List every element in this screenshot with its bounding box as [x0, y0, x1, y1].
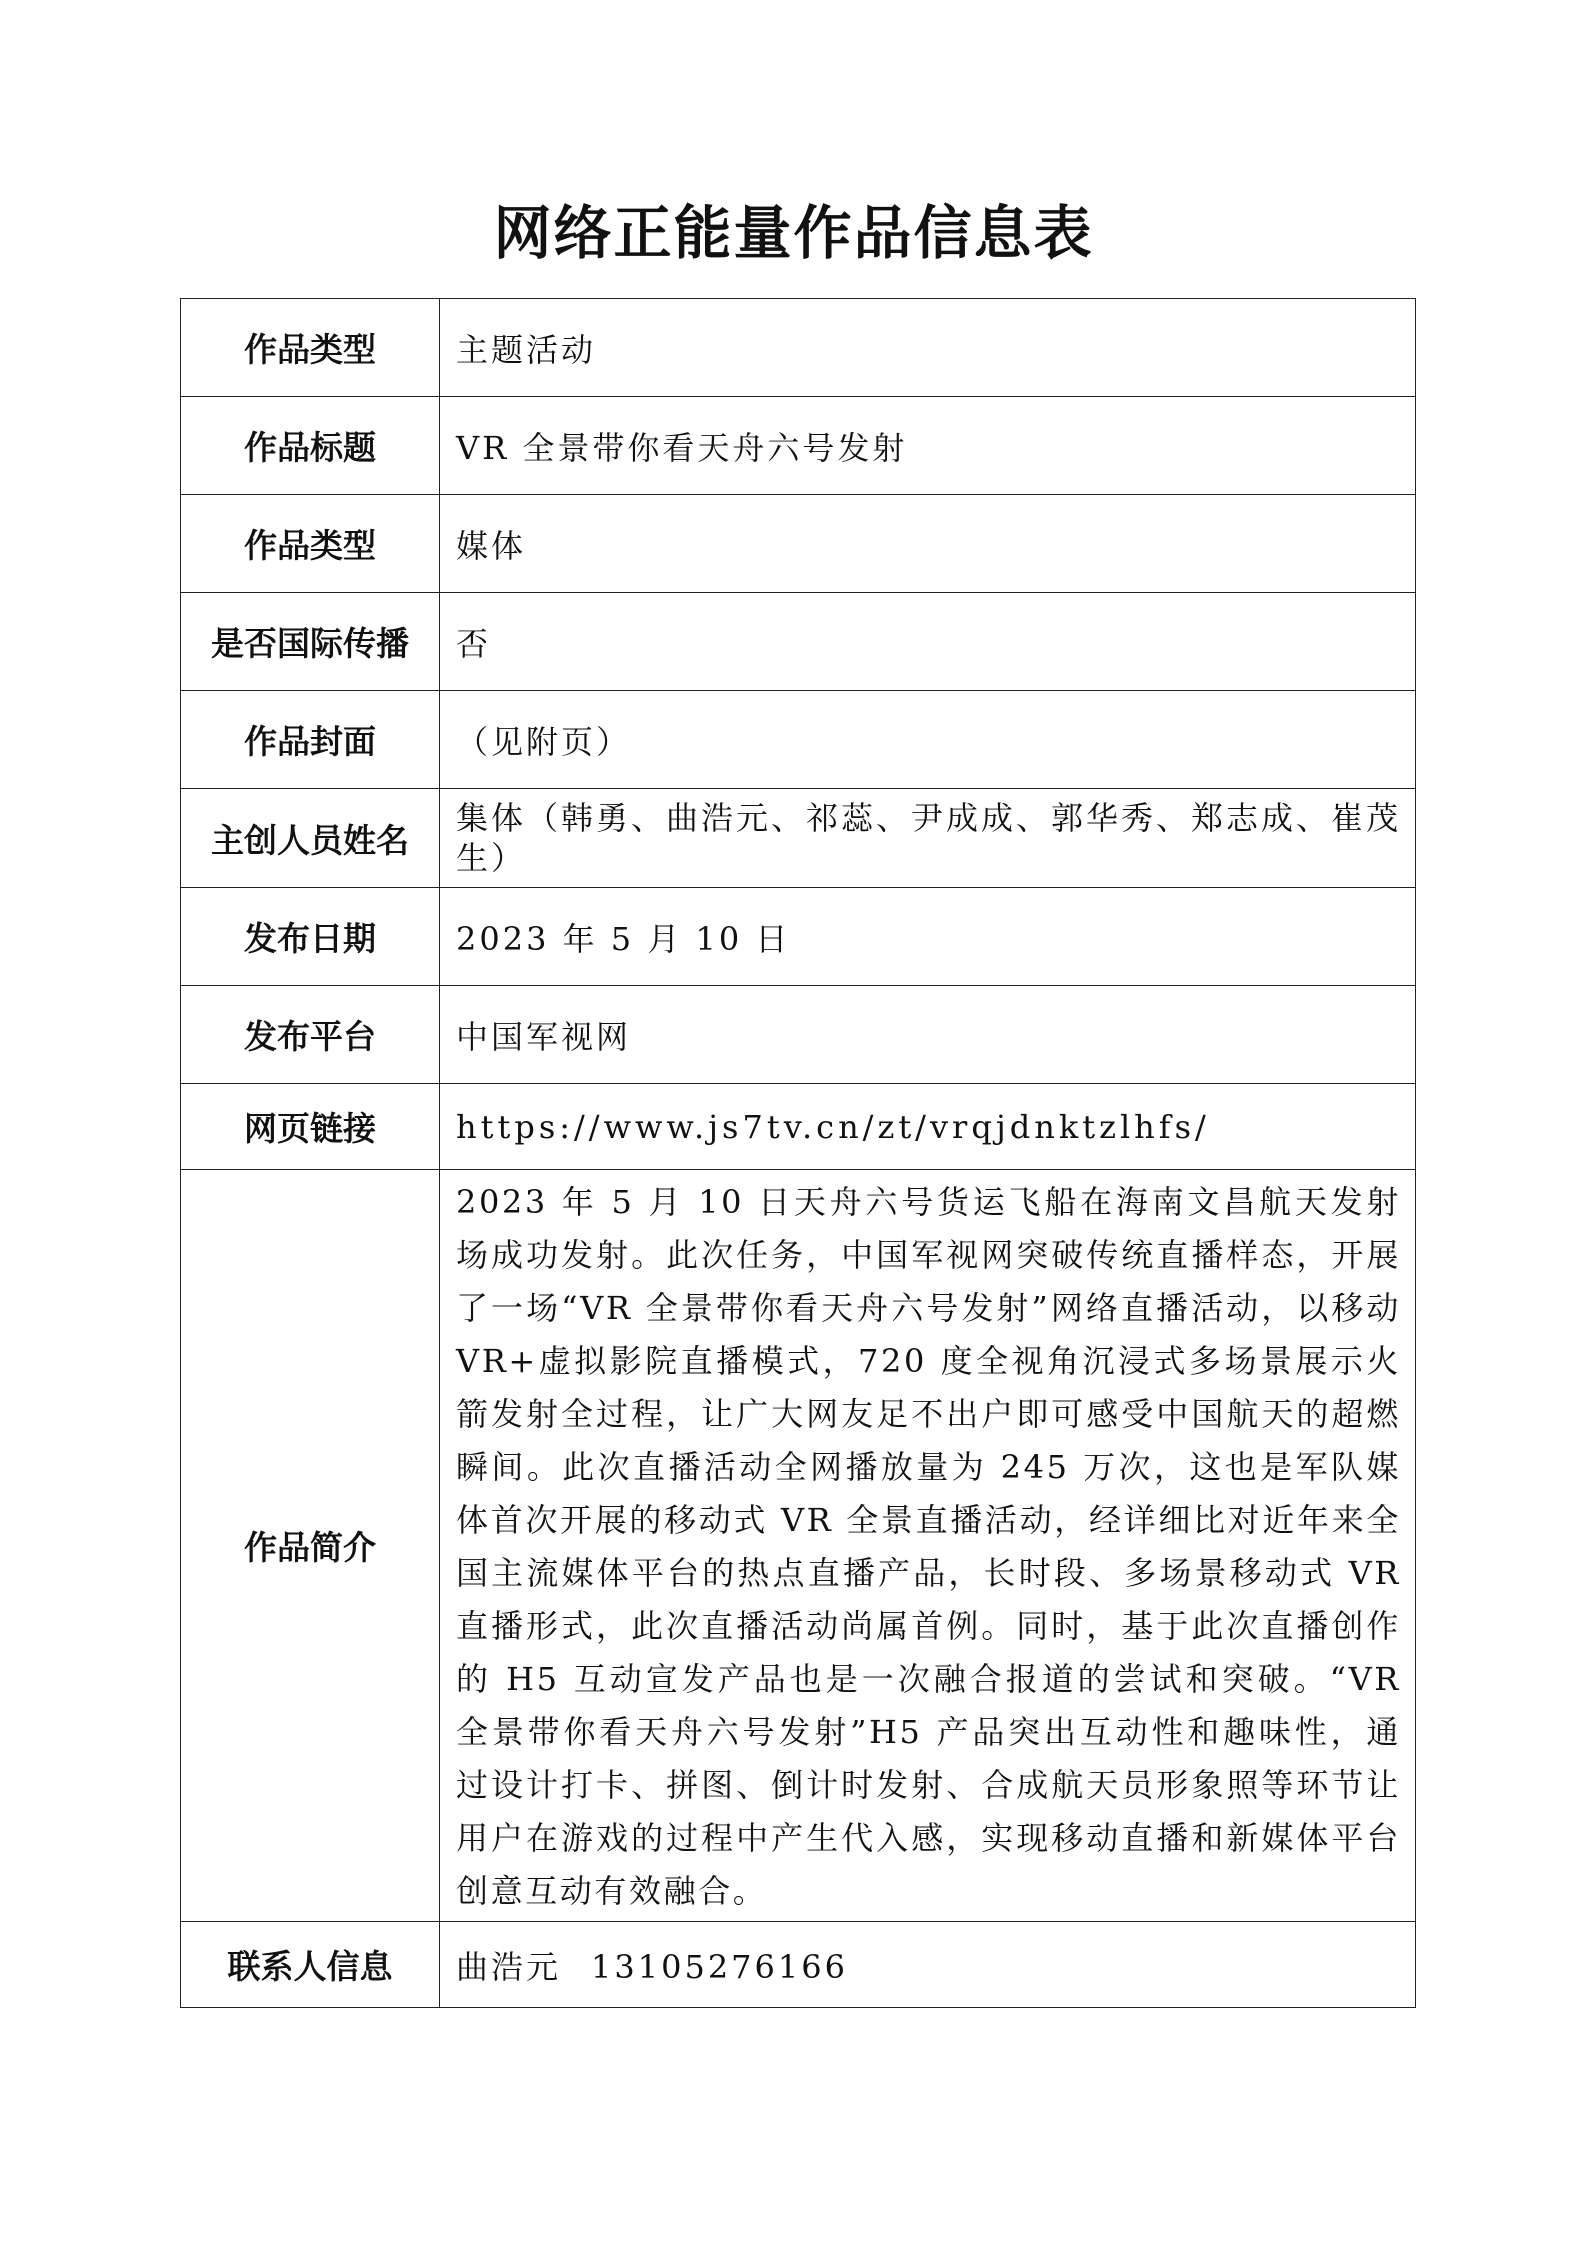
- row-label: 网页链接: [181, 1084, 440, 1170]
- table-row-description: [181, 1170, 1416, 1922]
- row-value: VR 全景带你看天舟六号发射: [440, 397, 1416, 495]
- row-value: 中国军视网: [440, 986, 1416, 1084]
- info-table: [180, 298, 1416, 2008]
- row-label: 发布平台: [181, 986, 440, 1084]
- row-label: 作品简介: [181, 1170, 440, 1922]
- row-label: 作品类型: [181, 299, 440, 397]
- table-row-work-type: [181, 299, 1416, 397]
- row-label: 发布日期: [181, 888, 440, 986]
- row-label: 是否国际传播: [181, 593, 440, 691]
- row-value: 媒体: [440, 495, 1416, 593]
- row-label: 作品类型: [181, 495, 440, 593]
- table-row-work-category: [181, 495, 1416, 593]
- row-value: 集体（韩勇、曲浩元、祁蕊、尹成成、郭华秀、郑志成、崔茂生）: [440, 789, 1416, 888]
- page-title: 网络正能量作品信息表: [493, 199, 1094, 267]
- webpage-link[interactable]: https://www.js7tv.cn/zt/vrqjdnktzlhfs/: [456, 1107, 1210, 1146]
- row-value: 2023 年 5 月 10 日: [440, 888, 1416, 986]
- row-label: 主创人员姓名: [181, 789, 440, 888]
- table-row-work-title: [181, 397, 1416, 495]
- table-row-cover: [181, 691, 1416, 789]
- row-label: 作品封面: [181, 691, 440, 789]
- table-row-link: [181, 1084, 1416, 1170]
- table-row-international: [181, 593, 1416, 691]
- description-text: 2023 年 5 月 10 日天舟六号货运飞船在海南文昌航天发射场成功发射。此次任务，中国军视网突破传统直播样态，开展了一场“VR 全景带你看天舟六号发射”网络直播活动，以移动 VR+虚拟影院直播模式，720 度全视角沉浸式多场景展示火箭发射全过程，让广大网友足不出户即可感受中国航天的超燃瞬间。此次直播活动全网播放量为 245 万次，这也是军队媒体首次开展的移动式 VR 全景直播活动，经详细比对近年来全国主流媒体平台的热点直播产品，长时段、多场景移动式 VR 直播形式，此次直播活动尚属首例。同时，基于此次直播创作的 H5 互动宣发产品也是一次融合报道的尝试和突破。“VR 全景带你看天舟六号发射”H5 产品突出互动性和趣味性，通过设计打卡、拼图、倒计时发射、合成航天员形象照等环节让用户在游戏的过程中产生代入感，实现移动直播和新媒体平台创意互动有效融合。: [440, 1170, 1416, 1922]
- contact-value: [440, 1922, 1416, 2008]
- table-row-creators: [181, 789, 1416, 888]
- row-value: 主题活动: [440, 299, 1416, 397]
- row-label: 联系人信息: [181, 1922, 440, 2008]
- row-value: 否: [440, 593, 1416, 691]
- table-row-contact: [181, 1922, 1416, 2008]
- contact-name: 曲浩元: [456, 1947, 562, 1986]
- table-row-publish-date: [181, 888, 1416, 986]
- table-row-platform: [181, 986, 1416, 1084]
- row-value: （见附页）: [440, 691, 1416, 789]
- contact-phone: 13105276166: [591, 1947, 848, 1986]
- row-value-cell: [440, 1084, 1416, 1170]
- row-label: 作品标题: [181, 397, 440, 495]
